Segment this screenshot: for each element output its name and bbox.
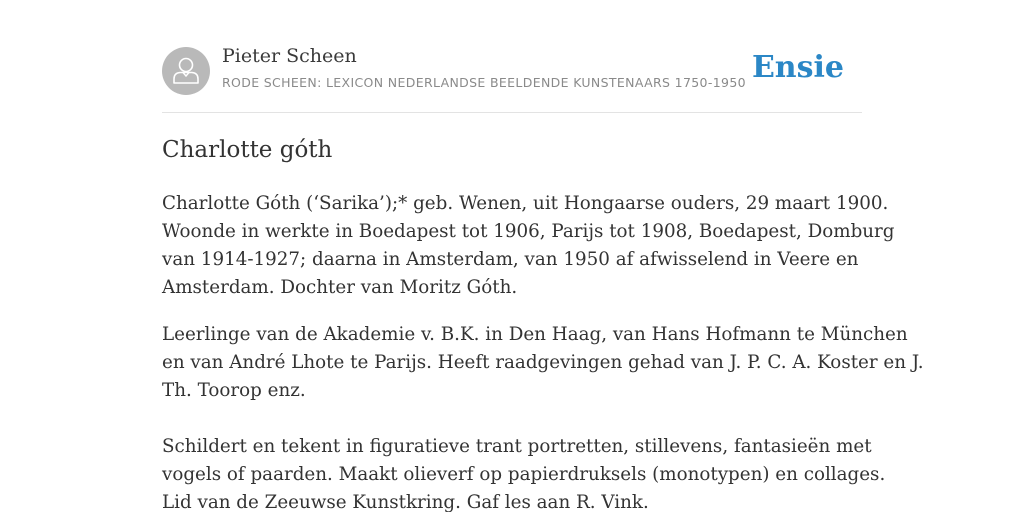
paragraph-1 xyxy=(162,190,895,302)
page-header xyxy=(162,0,862,113)
paragraph-line: Charlotte Góth (‘Sarika’);* geb. Wenen, uit Hongaarse ouders, 29 maart 1900. xyxy=(162,193,889,214)
paragraph-line: en van André Lhote te Parijs. Heeft raadgevingen gehad van J. P. C. A. Koster en J. xyxy=(162,352,924,373)
author-avatar[interactable] xyxy=(162,47,210,95)
paragraph-line: Lid van de Zeeuwse Kunstkring. Gaf les aan R. Vink. xyxy=(162,492,649,512)
paragraph-line: van 1914-1927; daarna in Amsterdam, van 1950 af afwisselend in Veere en xyxy=(162,249,859,270)
source-title[interactable]: RODE SCHEEN: LEXICON NEDERLANDSE BEELDENDE KUNSTENAARS 1750-1950 xyxy=(222,75,746,90)
paragraph-line: Leerlinge van de Akademie v. B.K. in Den Haag, van Hans Hofmann te München xyxy=(162,324,908,345)
article-title: Charlotte góth xyxy=(162,137,333,163)
paragraph-line: vogels of paarden. Maakt olieverf op papierdruksels (monotypen) en collages. xyxy=(162,464,886,485)
author-name[interactable]: Pieter Scheen xyxy=(222,45,357,67)
paragraph-line: Schildert en tekent in figuratieve trant portretten, stillevens, fantasieën met xyxy=(162,436,872,457)
paragraph-line: Amsterdam. Dochter van Moritz Góth. xyxy=(162,277,518,298)
paragraph-line: Woonde in werkte in Boedapest tot 1906, Parijs tot 1908, Boedapest, Domburg xyxy=(162,221,895,242)
user-icon xyxy=(162,47,210,95)
paragraph-2 xyxy=(162,321,924,405)
paragraph-line: Th. Toorop enz. xyxy=(162,380,306,401)
paragraph-3 xyxy=(162,433,885,512)
content-container xyxy=(162,0,924,512)
ensie-logo[interactable]: Ensie xyxy=(751,50,844,85)
